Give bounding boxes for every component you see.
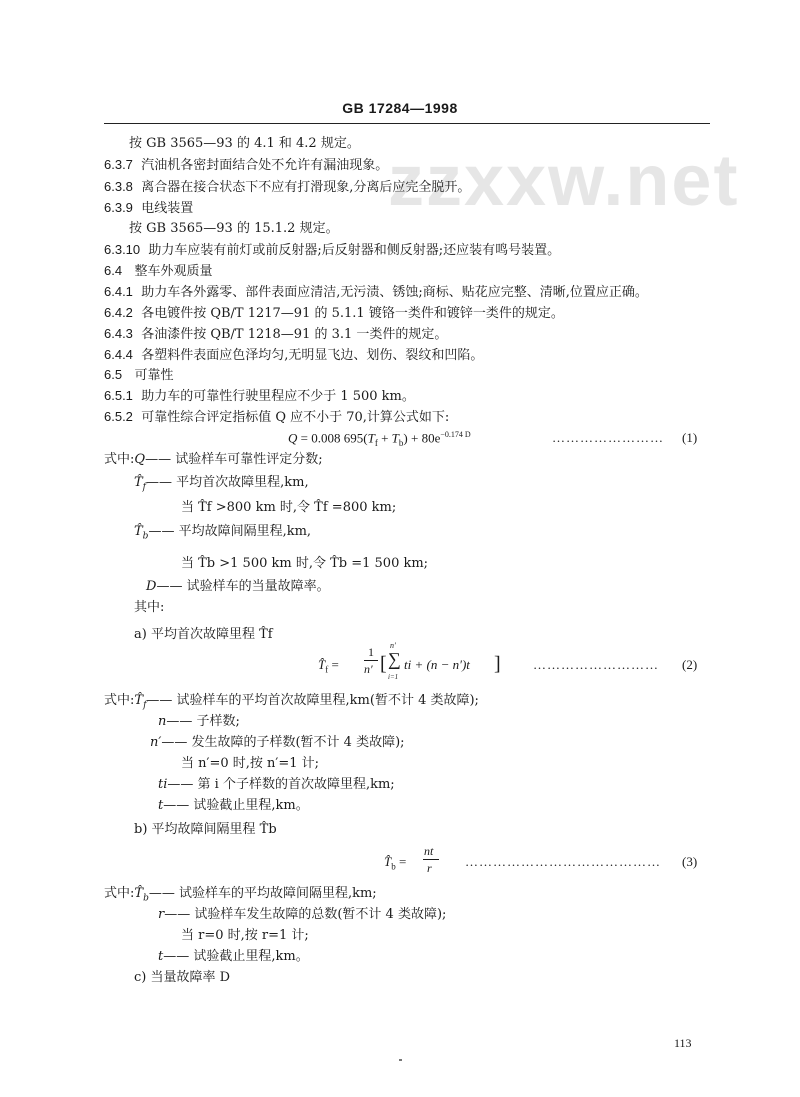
symbol-n: n bbox=[158, 714, 167, 729]
clause-text: 离合器在接合状态下不应有打滑现象,分离后应完全脱开。 bbox=[141, 180, 471, 195]
clause-6-3-7 bbox=[104, 157, 388, 174]
def-text: —— 发生故障的子样数(暂不计 4 类故障); bbox=[161, 735, 405, 750]
defs3-r bbox=[158, 907, 446, 923]
defs2-np bbox=[150, 735, 405, 751]
def-text: —— 试验样车发生故障的总数(暂不计 4 类故障); bbox=[164, 907, 447, 922]
clause-6-4-1 bbox=[104, 284, 648, 301]
defs-intro: 式中: bbox=[104, 886, 135, 901]
def-text: —— 试验样车的平均故障间隔里程,km; bbox=[148, 886, 377, 901]
clause-text: 电线装置 bbox=[141, 201, 194, 216]
defs2-ti bbox=[158, 777, 395, 793]
defs2-t bbox=[158, 798, 309, 814]
right-bracket: ] bbox=[494, 653, 501, 675]
clause-6-5-2 bbox=[104, 409, 449, 426]
symbol-q: Q bbox=[134, 452, 146, 467]
clause-6-5 bbox=[104, 367, 174, 384]
clause-text: 各油漆件按 QB/T 1218—91 的 3.1 一类件的规定。 bbox=[141, 327, 448, 342]
formula-2-body: ti + (n − n′)t bbox=[404, 657, 470, 672]
formula-tf: T bbox=[367, 430, 375, 446]
symbol-t: t bbox=[158, 949, 164, 964]
clause-number: 6.3.9 bbox=[104, 200, 133, 215]
clause-text: 各电镀件按 QB/T 1217—91 的 5.1.1 镀铬一类件和镀锌一类件的规定。 bbox=[141, 306, 564, 321]
defs1-q bbox=[104, 452, 323, 468]
formula-tb-sub: b bbox=[398, 437, 404, 448]
def-text: —— 子样数; bbox=[166, 714, 240, 729]
symbol-t: t bbox=[158, 798, 164, 813]
def-text: —— 试验截止里程,km。 bbox=[163, 949, 309, 964]
clause-number: 6.5 bbox=[104, 367, 123, 382]
formula-1-leader: …………………… bbox=[552, 430, 664, 445]
symbol-tb: $T̂_b$ bbox=[134, 524, 149, 542]
clause-text: 可靠性 bbox=[134, 368, 174, 383]
formula-2-lhs: $T̂_f$ = bbox=[318, 657, 339, 675]
clause-6-3-8 bbox=[104, 179, 470, 196]
symbol-r: r bbox=[158, 907, 165, 922]
clause-text: 各塑料件表面应色泽均匀,无明显飞边、划伤、裂纹和凹陷。 bbox=[141, 348, 484, 363]
formula-2-number: (2) bbox=[682, 657, 698, 672]
defs1-d bbox=[146, 579, 330, 595]
def-text: —— 试验截止里程,km。 bbox=[163, 798, 309, 813]
clause-text: 助力车的可靠性行驶里程应不少于 1 500 km。 bbox=[141, 389, 415, 404]
symbol-tb: $T̂_b$ bbox=[134, 886, 149, 904]
defs2-tf bbox=[104, 693, 479, 714]
symbol-tf: $T̂_f$ bbox=[134, 693, 147, 711]
clause-6-4-2 bbox=[104, 305, 564, 322]
clause-6-4-3 bbox=[104, 326, 447, 343]
formula-2-label: a) 平均首次故障里程 T̂f bbox=[134, 627, 273, 642]
clause-number: 6.5.2 bbox=[104, 409, 133, 424]
clause-number: 6.3.8 bbox=[104, 179, 133, 194]
clause-6-5-1 bbox=[104, 388, 415, 405]
formula-exp-base: 80e bbox=[421, 430, 441, 446]
formula-tf-sub: f bbox=[374, 437, 378, 448]
defs1-tb-cond: 当 T̂b >1 500 km 时,令 T̂b =1 500 km; bbox=[181, 556, 429, 571]
defs1-tf bbox=[134, 475, 309, 496]
wherein: 其中: bbox=[134, 600, 165, 615]
clause-number: 6.3.7 bbox=[104, 157, 133, 172]
formula-q: Q bbox=[288, 430, 298, 446]
defs1-tf-cond: 当 T̂f >800 km 时,令 T̂f =800 km; bbox=[181, 500, 397, 515]
fraction-bar bbox=[364, 660, 378, 661]
clause-text: 汽油机各密封面结合处不允许有漏油现象。 bbox=[141, 158, 389, 173]
formula-1-number: (1) bbox=[682, 430, 698, 445]
defs3-r-cond: 当 r=0 时,按 r=1 计; bbox=[181, 928, 309, 943]
watermark: zzxxw.net bbox=[388, 141, 740, 221]
line-gb3565-15: 按 GB 3565—93 的 15.1.2 规定。 bbox=[129, 221, 339, 236]
lhs-symbol: T̂ bbox=[384, 854, 392, 869]
formula-4-label: c) 当量故障率 D bbox=[134, 970, 231, 985]
clause-number: 6.5.1 bbox=[104, 388, 133, 403]
lhs-sub: f bbox=[325, 664, 329, 675]
formula-coef: 0.008 695 bbox=[311, 430, 364, 446]
left-bracket: [ bbox=[380, 653, 387, 675]
clause-number: 6.4.4 bbox=[104, 347, 133, 362]
page-number: 113 bbox=[674, 1036, 692, 1050]
symbol-d: D bbox=[146, 579, 157, 594]
line-gb3565-4: 按 GB 3565—93 的 4.1 和 4.2 规定。 bbox=[129, 136, 360, 151]
clause-6-3-10 bbox=[104, 242, 560, 259]
symbol-tf: $T̂_f$ bbox=[134, 475, 147, 493]
lhs-symbol: T̂ bbox=[318, 657, 326, 672]
formula-3-num: nt bbox=[424, 844, 434, 858]
def-text: —— 试验样车可靠性评定分数; bbox=[145, 452, 323, 467]
formula-3-den: r bbox=[427, 861, 432, 875]
def-text: —— 试验样车的平均首次故障里程,km(暂不计 4 类故障); bbox=[146, 693, 479, 708]
clause-number: 6.4.2 bbox=[104, 305, 133, 320]
defs2-n bbox=[158, 714, 240, 730]
fraction-bar bbox=[423, 859, 439, 860]
clause-number: 6.4.3 bbox=[104, 326, 133, 341]
defs-intro: 式中: bbox=[104, 693, 135, 708]
formula-2-frac-den: n′ bbox=[364, 662, 373, 676]
def-text: —— 平均首次故障里程,km, bbox=[146, 475, 309, 490]
clause-number: 6.3.10 bbox=[104, 242, 141, 257]
clause-number: 6.4 bbox=[104, 263, 123, 278]
page-header: GB 17284—1998 bbox=[342, 100, 458, 116]
def-text: —— 第 i 个子样数的首次故障里程,km; bbox=[167, 777, 395, 792]
sum-upper: n′ bbox=[390, 641, 396, 650]
scan-speck bbox=[399, 1059, 402, 1061]
formula-exponent: −0.174 D bbox=[440, 430, 471, 439]
formula-3-lhs: $T̂_b$ = bbox=[384, 854, 407, 872]
lhs-sub: b bbox=[391, 861, 396, 872]
clause-text: 整车外观质量 bbox=[134, 264, 213, 279]
clause-text: 助力车应装有前灯或前反射器;后反射器和侧反射器;还应装有鸣号装置。 bbox=[148, 243, 561, 258]
defs1-tb bbox=[134, 524, 311, 545]
def-text: —— 平均故障间隔里程,km, bbox=[148, 524, 312, 539]
def-text: —— 试验样车的当量故障率。 bbox=[156, 579, 330, 594]
formula-3-number: (3) bbox=[682, 854, 698, 869]
sum-lower: i=1 bbox=[388, 673, 399, 681]
summation-sign: ∑ bbox=[388, 649, 401, 669]
formula-3-leader: …………………………………… bbox=[465, 854, 661, 869]
clause-6-3-9 bbox=[104, 200, 193, 217]
clause-number: 6.4.1 bbox=[104, 284, 133, 299]
header-rule bbox=[104, 123, 710, 124]
clause-6-4 bbox=[104, 263, 213, 280]
clause-6-4-4 bbox=[104, 347, 483, 364]
symbol-ti: ti bbox=[158, 777, 168, 792]
formula-tb: T bbox=[391, 430, 399, 446]
formula-2-frac-num: 1 bbox=[368, 645, 374, 659]
defs2-np-cond: 当 n′=0 时,按 n′=1 计; bbox=[181, 756, 320, 771]
defs3-t bbox=[158, 949, 309, 965]
clause-text: 可靠性综合评定指标值 Q 应不小于 70,计算公式如下: bbox=[141, 410, 450, 425]
clause-text: 助力车各外露零、部件表面应清洁,无污渍、锈蚀;商标、贴花应完整、清晰,位置应正确。 bbox=[141, 285, 648, 300]
defs-intro: 式中: bbox=[104, 452, 135, 467]
symbol-n-prime: n′ bbox=[150, 735, 162, 750]
formula-3-label: b) 平均故障间隔里程 T̂b bbox=[134, 822, 277, 837]
formula-2-leader: ……………………… bbox=[533, 657, 659, 672]
formula-1: Q = 0.008 $695(T_f + T_b) + 80e^{-0.174 D}$ bbox=[288, 430, 471, 448]
defs3-tb bbox=[104, 886, 377, 907]
